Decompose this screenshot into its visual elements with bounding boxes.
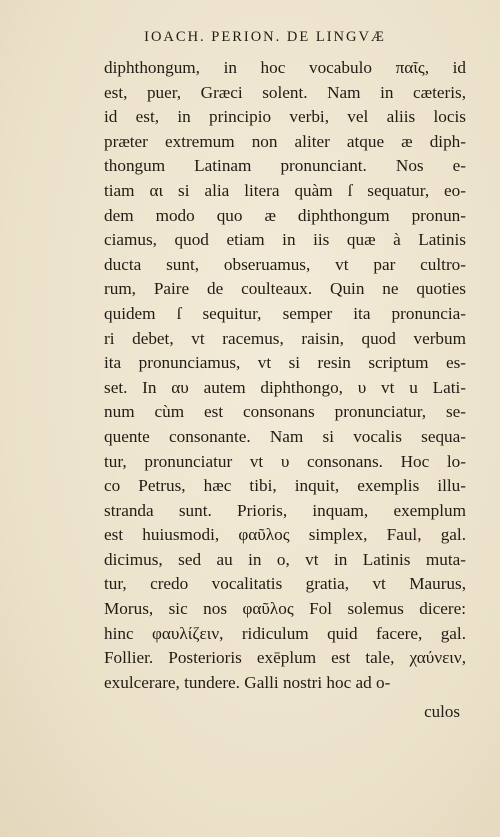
- text-line: tiam αι si alia litera quàm ſ sequatur, eo-: [104, 180, 466, 200]
- text-line: tur, credo vocalitatis gratia, vt Maurus,: [104, 574, 466, 594]
- text-line: quente consonante. Nam si vocalis sequa-: [104, 426, 466, 446]
- text-line: Morus, sic nos φαῦλος Fol solemus dicere:: [104, 599, 466, 619]
- text-line: ita pronunciamus, vt si resin scriptum es-: [104, 353, 466, 373]
- text-line: præter extremum non aliter atque æ diph-: [104, 131, 466, 151]
- text-line: ciamus, quod etiam in iis quæ à Latinis: [104, 230, 466, 250]
- text-line: est, puer, Græci solent. Nam in cæteris,: [104, 82, 466, 102]
- text-line: quidem ſ sequitur, semper ita pronuncia-: [104, 303, 466, 323]
- text-line: dicimus, sed au in o, vt in Latinis muta-: [104, 549, 466, 569]
- text-line: rum, Paire de coulteaux. Quin ne quoties: [104, 279, 466, 299]
- text-line: Follier. Posterioris exēplum est tale, χαύνειν,: [104, 648, 466, 668]
- text-line: strandа sunt. Prioris, inquam, exemplum: [104, 500, 466, 520]
- text-line: thongum Latinam pronunciant. Nos e-: [104, 156, 466, 176]
- text-line: hinc φαυλίζειν, ridiculum quid facere, gal.: [104, 623, 466, 643]
- text-line: id est, in principio verbi, vel aliis locis: [104, 107, 466, 127]
- text-line: tur, pronunciatur vt υ consonans. Hoc lo-: [104, 451, 466, 471]
- text-line: num cùm est consonans pronunciatur, se-: [104, 402, 466, 422]
- text-line: set. In αυ autem diphthongo, υ vt u Lati-: [104, 377, 466, 397]
- text-line: est huiusmodi, φαῦλος simplex, Faul, gal.: [104, 525, 466, 545]
- catchword: culos: [424, 702, 460, 721]
- text-block: [104, 56, 466, 695]
- text-line: ducta sunt, obseruamus, vt par cultro-: [104, 254, 466, 274]
- text-line: dem modo quo æ diphthongum pronun-: [104, 205, 466, 225]
- text-line: co Petrus, hæc tibi, inquit, exemplis illu-: [104, 476, 466, 496]
- text-line: ri debet, vt racemus, raisin, quod verbum: [104, 328, 466, 348]
- running-header: IOACH. PERION. DE LINGVÆ: [144, 29, 386, 45]
- text-line: diphthongum, in hoc vocabulo παῖς, id: [104, 58, 466, 77]
- text-line: exulcerare, tundere. Galli nostri hoc ad o-: [104, 672, 391, 692]
